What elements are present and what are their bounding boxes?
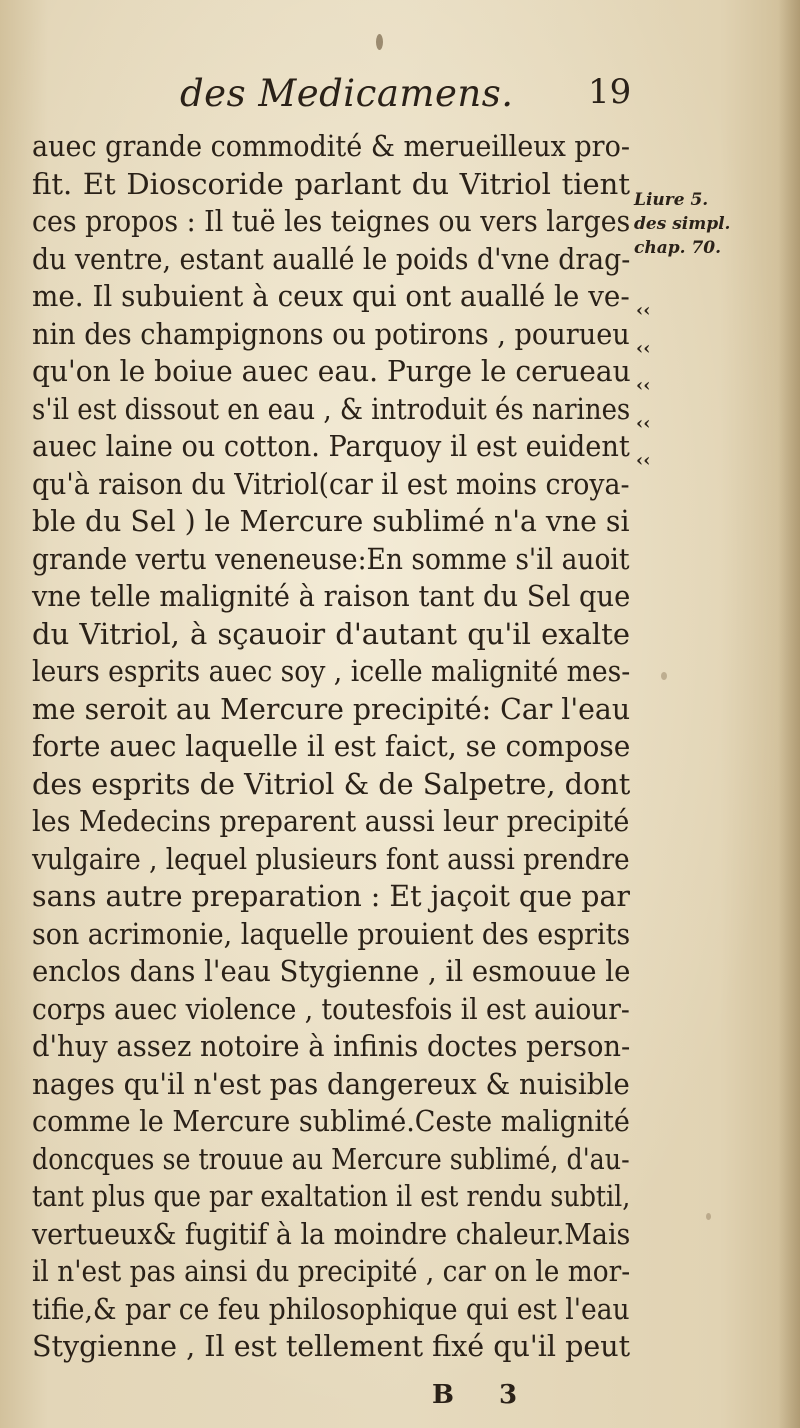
text-line: nin des champignons ou potirons , pourueu bbox=[32, 316, 630, 351]
text-line: ces propos : Il tuë les teignes ou vers larges bbox=[32, 204, 631, 238]
text-line: grande vertu veneneuse:En somme s'il auoit bbox=[32, 541, 630, 576]
quote-mark: ‹‹ bbox=[636, 300, 651, 321]
text-line: auec grande commodité & merueilleux pro- bbox=[32, 129, 630, 163]
text-line: son acrimonie, laquelle prouient des esprits bbox=[32, 916, 631, 951]
text-line: qu'à raison du Vitriol(car il est moins croya- bbox=[32, 466, 630, 501]
text-line: sans autre preparation : Et jaçoit que par bbox=[32, 879, 630, 913]
margin-note-line: des simpl. bbox=[634, 214, 731, 234]
text-line: s'il est dissout en eau , & introduit és narines bbox=[32, 391, 631, 426]
page-header bbox=[0, 72, 680, 122]
text-line: me. Il subuient à ceux qui ont auallé le ve- bbox=[32, 279, 630, 313]
text-line: fit. Et Dioscoride parlant du Vitriol tient bbox=[32, 166, 630, 201]
text-line: enclos dans l'eau Stygienne , il esmouue le bbox=[32, 954, 631, 988]
text-line: tifie,& par ce feu philosophique qui est l'eau bbox=[32, 1291, 630, 1326]
text-line: il n'est pas ainsi du precipité , car on le mor- bbox=[32, 1254, 631, 1288]
text-line: leurs esprits auec soy , icelle malignité mes- bbox=[32, 654, 631, 688]
quote-mark: ‹‹ bbox=[636, 337, 651, 359]
ink-speck bbox=[706, 1213, 711, 1220]
text-line: qu'on le boiue auec eau. Purge le cerueau bbox=[32, 354, 631, 388]
text-line: comme le Mercure sublimé.Ceste malignité bbox=[32, 1104, 630, 1138]
ink-speck bbox=[661, 672, 667, 680]
quote-mark: ‹‹ bbox=[636, 450, 651, 471]
text-line: auec laine ou cotton. Parquoy il est euident bbox=[32, 429, 630, 463]
text-line: me seroit au Mercure precipité: Car l'eau bbox=[32, 691, 631, 726]
quote-mark: ‹‹ bbox=[636, 412, 651, 434]
text-line: vulgaire , lequel plusieurs font aussi prendre bbox=[32, 841, 630, 876]
quote-mark: ‹‹ bbox=[636, 375, 651, 396]
text-line: d'huy assez notoire à infinis doctes person- bbox=[32, 1029, 631, 1063]
text-line: vne telle malignité à raison tant du Sel que bbox=[32, 579, 631, 613]
margin-reference bbox=[634, 188, 784, 260]
page-number: 19 bbox=[588, 72, 632, 112]
text-line: les Medecins preparent aussi leur precipité bbox=[32, 804, 630, 838]
text-line: corps auec violence , toutesfois il est auiour- bbox=[32, 991, 630, 1026]
text-line: tant plus que par exaltation il est rendu subtil, bbox=[32, 1179, 631, 1213]
body-text bbox=[32, 128, 630, 1366]
text-line: des esprits de Vitriol & de Salpetre, dont bbox=[32, 766, 631, 801]
text-line: Stygienne , Il est tellement fixé qu'il peut bbox=[32, 1329, 631, 1363]
text-line: doncques se trouue au Mercure sublimé, d'au- bbox=[32, 1141, 630, 1176]
margin-note-line: Liure 5. bbox=[634, 190, 709, 210]
text-line: forte auec laquelle il est faict, se compose bbox=[32, 729, 631, 763]
text-line: ble du Sel ) le Mercure sublimé n'a vne si bbox=[32, 504, 630, 538]
text-line: du Vitriol, à sçauoir d'autant qu'il exalte bbox=[32, 616, 630, 651]
running-title: des Medicamens. bbox=[180, 72, 514, 115]
signature-mark: B 3 bbox=[432, 1380, 536, 1410]
text-line: vertueux& fugitif à la moindre chaleur.Mais bbox=[32, 1216, 631, 1251]
text-line: nages qu'il n'est pas dangereux & nuisible bbox=[32, 1066, 630, 1101]
quotation-marks bbox=[636, 292, 676, 480]
text-line: du ventre, estant auallé le poids d'vne drag- bbox=[32, 241, 631, 276]
ink-mark bbox=[376, 34, 383, 50]
margin-note-line: chap. 70. bbox=[634, 238, 722, 258]
